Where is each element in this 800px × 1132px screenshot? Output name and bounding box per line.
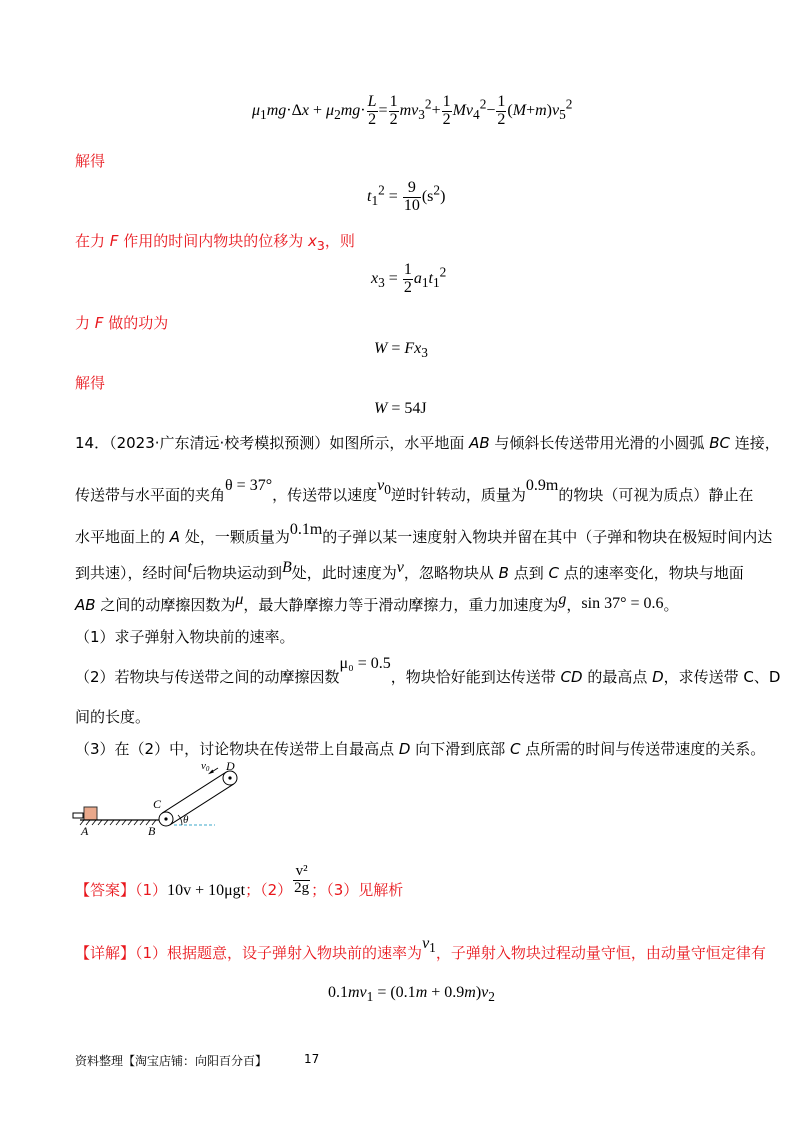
problem-source: （2023·广东清远·校考模拟预测） [109, 434, 330, 452]
label-B: B [148, 824, 156, 838]
equation-work: $W = Fx_3$ [374, 340, 428, 361]
conveyor-diagram [70, 760, 250, 840]
problem-line-2: 传送带与水平面的夹角θ = 37°，传送带以速度$v_0$逆时针转动，质量为0.9m的物块（可视为质点）静止在 [75, 477, 754, 504]
bullet-shape [73, 813, 83, 818]
equation-energy: $\mu_1mg\cdot\Delta x + \mu_2mg\cdot$ $\frac{L}{2}$ = $\frac{1}{2}$ $mv_3^2+$ $\frac{1}{2}$ $Mv_4^2-$ $\frac{1}{2}$ $(M+m)v_5^2$ [252, 93, 573, 128]
answer-3: （3）见解析 [326, 880, 404, 899]
label-theta: θ [183, 814, 189, 826]
equation-time: $t_1^2$ = $\frac{9}{10}$ $(s^2)$ [367, 179, 446, 214]
belt-bottom [170, 784, 234, 825]
equation-work-result: W = 54J [374, 400, 427, 417]
page-number: 17 [304, 1052, 320, 1066]
problem-line-4: 到共速），经时间t后物块运动到B处，此时速度为v，忽略物块从 B 点到 C 点的速率变化，物块与地面 [75, 559, 744, 582]
question-3: （3）在（2）中，讨论物块在传送带上自最高点 D 向下滑到底部 C 点所需的时间与传送带速度的关系。 [75, 740, 766, 758]
solve-label-1: 解得 [75, 152, 106, 170]
problem-line-3: 水平地面上的 A 处，一颗质量为0.1m的子弹以某一速度射入物块并留在其中（子弹和物块在极短时间内达 [75, 521, 773, 546]
answer-1: 10v + 10μgt [167, 881, 246, 899]
answer-tag: 【答案】 [75, 880, 136, 899]
question-1: （1）求子弹射入物块前的速率。 [75, 628, 295, 646]
equation-momentum: $0.1mv_1 = (0.1m + 0.9m)v_2$ [328, 984, 495, 1005]
question-2-line-1: （2）若物块与传送带之间的动摩擦因数μ₀ = 0.5，物块恰好能到达传送带 CD 的最高点 D，求传送带 C、D [75, 655, 781, 686]
answer-2: $\frac{\text{v²}}{2g}$ [294, 863, 310, 896]
problem-line-1: 14．（2023·广东清远·校考模拟预测）如图所示，水平地面 AB 与倾斜长传送带用光滑的小圆弧 BC 连接， [75, 434, 780, 452]
block-shape [84, 807, 97, 820]
footer-text: 资料整理【淘宝店铺：向阳百分百】 [75, 1054, 268, 1068]
detail-line: 【详解】（1）根据题意，设子弹射入物块前的速率为$v_1$，子弹射入物块过程动量守恒，由动量守恒定律有 [75, 935, 766, 962]
detail-tag: 【详解】 [75, 944, 136, 962]
belt-top [162, 772, 226, 813]
equation-displacement: $x_3$ = $\frac{1}{2}$ $a_1t_1^2$ [371, 261, 447, 296]
problem-line-5: AB 之间的动摩擦因数为μ，最大静摩擦力等于滑动摩擦力，重力加速度为g，sin 37° = 0.6。 [75, 591, 679, 614]
label-C: C [153, 797, 162, 811]
label-D: D [226, 760, 235, 773]
angle-arc [178, 815, 182, 825]
answer-line: 【答案】（1）10v + 10μgt；（2） $\frac{\text{v²}}{2g}$ ；（3）见解析 [75, 863, 404, 899]
work-line: 力 F 做的功为 [75, 314, 169, 332]
label-v0: v0 [201, 760, 210, 773]
label-A: A [81, 824, 89, 838]
ground-hatch [80, 820, 156, 825]
problem-number: 14． [75, 434, 110, 452]
question-2-line-2: 间的长度。 [75, 708, 151, 726]
solve-label-2: 解得 [75, 374, 106, 392]
force-displacement-line: 在力 F 作用的时间内物块的位移为 $x_3$，则 [75, 232, 355, 253]
